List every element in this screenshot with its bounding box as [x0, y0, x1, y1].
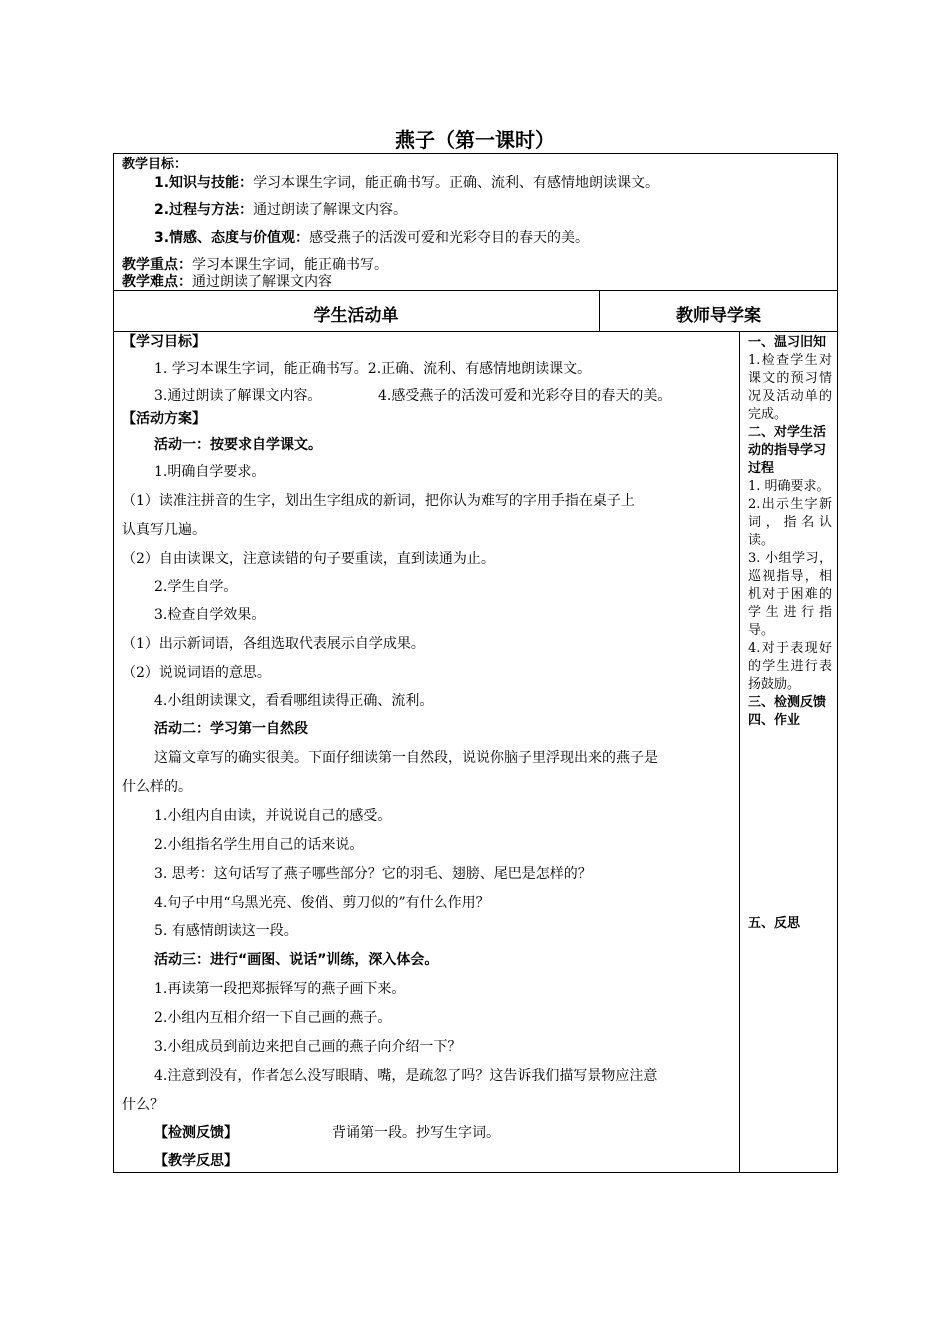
activity-line: 这篇文章写的确实很美。下面仔细读第一自然段，说说你脑子里浮现出来的燕子是	[154, 750, 658, 766]
section-text: 3. 小组学习，巡视指导，相机对于困难的学生进行指导。	[748, 551, 832, 638]
row-divider-header	[113, 331, 838, 332]
objective-label: 3.情感、态度与价值观：	[154, 230, 310, 246]
activity-line: 1.再读第一段把郑振铎写的燕子画下来。	[154, 981, 406, 997]
activity-line: 什么样的。	[122, 779, 192, 795]
difficulty-label: 教学难点：	[122, 274, 192, 290]
page-title: 燕子（第一课时）	[395, 128, 555, 152]
section-title: 一、温习旧知	[748, 335, 827, 350]
section-text: 2.出示生字新词，指名认读。	[748, 497, 832, 548]
student-activity-header: 学生活动单	[313, 306, 399, 326]
activity-line: 1.小组内自由读，并说说自己的感受。	[154, 808, 392, 824]
section-text: 1.检查学生对课文的预习情况及活动单的完成。	[748, 353, 832, 422]
activity-line: 1.明确自学要求。	[154, 464, 266, 480]
key-point	[122, 256, 388, 274]
feedback-text: 背诵第一段。抄写生字词。	[332, 1125, 500, 1141]
objective-label: 1.知识与技能：	[154, 175, 254, 191]
teacher-section-review	[748, 334, 832, 730]
activity-title: 活动一：按要求自学课文。	[154, 437, 322, 453]
activity-line: 4.小组朗读课文，看看哪组读得正确、流利。	[154, 693, 434, 709]
col-divider-body	[739, 331, 740, 1173]
objective-text: 感受燕子的活泼可爱和光彩夺目的春天的美。	[309, 230, 590, 246]
section-title: 四、作业	[748, 713, 801, 728]
activity-line: 2.小组指名学生用自己的话来说。	[154, 837, 364, 853]
teacher-guide-header: 教师导学案	[676, 306, 761, 326]
activity-line: 什么？	[122, 1097, 164, 1113]
section-text: 1. 明确要求。	[748, 479, 830, 494]
key-point-label: 教学重点：	[122, 257, 192, 273]
activity-line: 4.句子中用“乌黑光亮、俊俏、剪刀似的”有什么作用？	[154, 895, 490, 911]
activity-title: 活动二：学习第一自然段	[154, 721, 308, 737]
activity-line: （1）出示新词语，各组选取代表展示自学成果。	[122, 636, 425, 652]
goal-line: 4.感受燕子的活泼可爱和光彩夺目的春天的美。	[378, 388, 672, 404]
activity-line: （1）读准注拼音的生字，划出生字组成的新词，把你认为难写的字用手指在桌子上	[122, 493, 635, 509]
difficulty-text: 通过朗读了解课文内容	[192, 274, 332, 290]
goal-line: 3.通过朗读了解课文内容。	[154, 388, 322, 404]
objective-text: 学习本课生字词，能正确书写。正确、流利、有感情地朗读课文。	[253, 175, 660, 191]
activity-title: 活动三：进行“画图、说话”训练，深入体会。	[154, 952, 439, 968]
key-point-text: 学习本课生字词，能正确书写。	[192, 257, 388, 273]
objective-text: 通过朗读了解课文内容。	[253, 202, 408, 218]
activity-line: 5. 有感情朗读这一段。	[154, 923, 298, 939]
activity-line: （2）说说词语的意思。	[122, 665, 271, 681]
goal-line: 1. 学习本课生字词，能正确书写。2.正确、流利、有感情地朗读课文。	[154, 361, 592, 377]
activity-line: 2.学生自学。	[154, 579, 238, 595]
section-text: 4.对于表现好的学生进行表扬鼓励。	[748, 641, 832, 692]
section-title: 二、对学生活动的指导学习过程	[748, 425, 827, 476]
plan-label: 【活动方案】	[122, 411, 206, 427]
activity-line: 3.检查自学效果。	[154, 607, 266, 623]
goals-label: 【学习目标】	[122, 334, 206, 350]
activity-line: 3.小组成员到前边来把自己画的燕子向介绍一下？	[154, 1039, 462, 1055]
feedback-label: 【检测反馈】	[154, 1125, 238, 1141]
objective-item	[154, 174, 659, 192]
activity-line: （2）自由读课文，注意读错的句子要重读，直到读通为止。	[122, 551, 495, 567]
teacher-section-reflection: 五、反思	[748, 916, 801, 931]
objective-item	[154, 229, 589, 247]
activity-line: 认真写几遍。	[122, 522, 206, 538]
objective-item	[154, 201, 407, 219]
activity-line: 2.小组内互相介绍一下自己画的燕子。	[154, 1010, 392, 1026]
activity-line: 3. 思考：这句话写了燕子哪些部分？它的羽毛、翅膀、尾巴是怎样的？	[154, 866, 592, 882]
objective-label: 2.过程与方法：	[154, 202, 254, 218]
section-title: 三、检测反馈	[748, 695, 827, 710]
difficulty-point	[122, 273, 332, 291]
activity-line: 4.注意到没有，作者怎么没写眼睛、嘴，是疏忽了吗？这告诉我们描写景物应注意	[154, 1068, 658, 1084]
reflection-label: 【教学反思】	[154, 1153, 238, 1169]
objectives-label: 教学目标：	[122, 157, 188, 172]
